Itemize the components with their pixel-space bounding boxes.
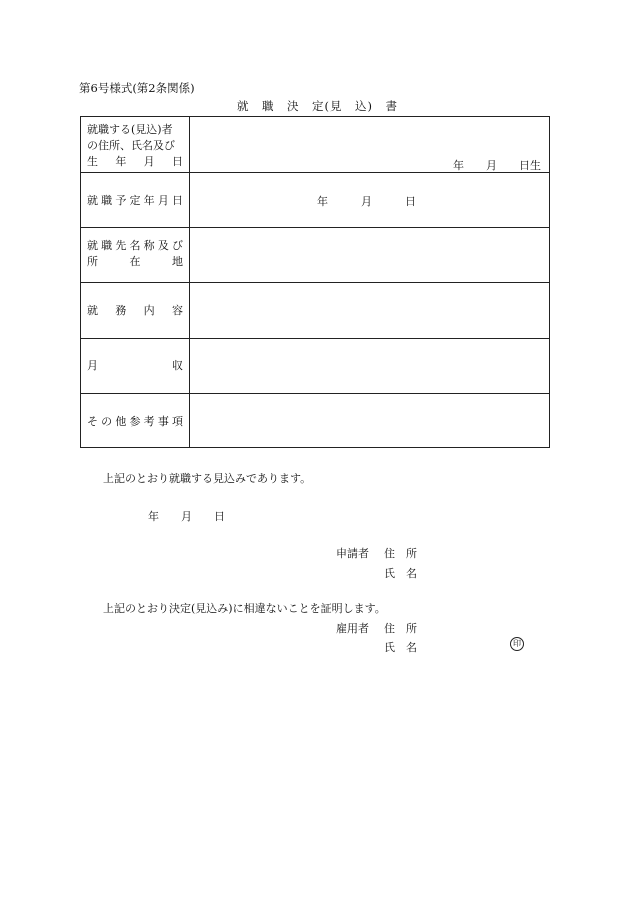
label-monthly-income: 月 収 [87, 359, 183, 372]
row-divider [81, 227, 549, 228]
label-applicant-info [87, 122, 183, 170]
employer-role: 雇用者 [336, 622, 369, 635]
label-other-notes: その他参考事項 [87, 415, 183, 428]
label-employer-info [87, 238, 183, 270]
label-line: 就職する(見込)者 [87, 123, 173, 136]
label-line: の住所、氏名及び [87, 139, 175, 152]
document-title: 就 職 決 定(見 込) 書 [237, 99, 398, 113]
label-line: 生 年 月 日 [87, 155, 183, 168]
employer-address-label: 住 所 [384, 622, 417, 635]
date-line[interactable]: 年 月 日 [148, 510, 225, 523]
applicant-role: 申請者 [336, 547, 369, 560]
label-line: 就職先名称及び [87, 239, 183, 252]
label-line: 所 在 地 [87, 255, 183, 268]
statement-employer: 上記のとおり決定(見込み)に相違ないことを証明します。 [103, 602, 386, 615]
row-divider [81, 338, 549, 339]
form-table [80, 116, 550, 448]
form-number: 第6号様式(第2条関係) [79, 81, 195, 95]
planned-date-field[interactable]: 年 月 日 [317, 195, 416, 208]
row-divider [81, 393, 549, 394]
statement-applicant: 上記のとおり就職する見込みであります。 [103, 472, 312, 485]
employer-name-label: 氏 名 [384, 641, 417, 654]
seal-mark: 印 [510, 637, 524, 651]
label-job-content: 就 務 内 容 [87, 304, 183, 317]
row-divider [81, 282, 549, 283]
applicant-name-label: 氏 名 [384, 567, 417, 580]
birthdate-field[interactable]: 年 月 日生 [453, 159, 541, 172]
applicant-address-label: 住 所 [384, 547, 417, 560]
label-planned-date: 就職予定年月日 [87, 194, 183, 207]
